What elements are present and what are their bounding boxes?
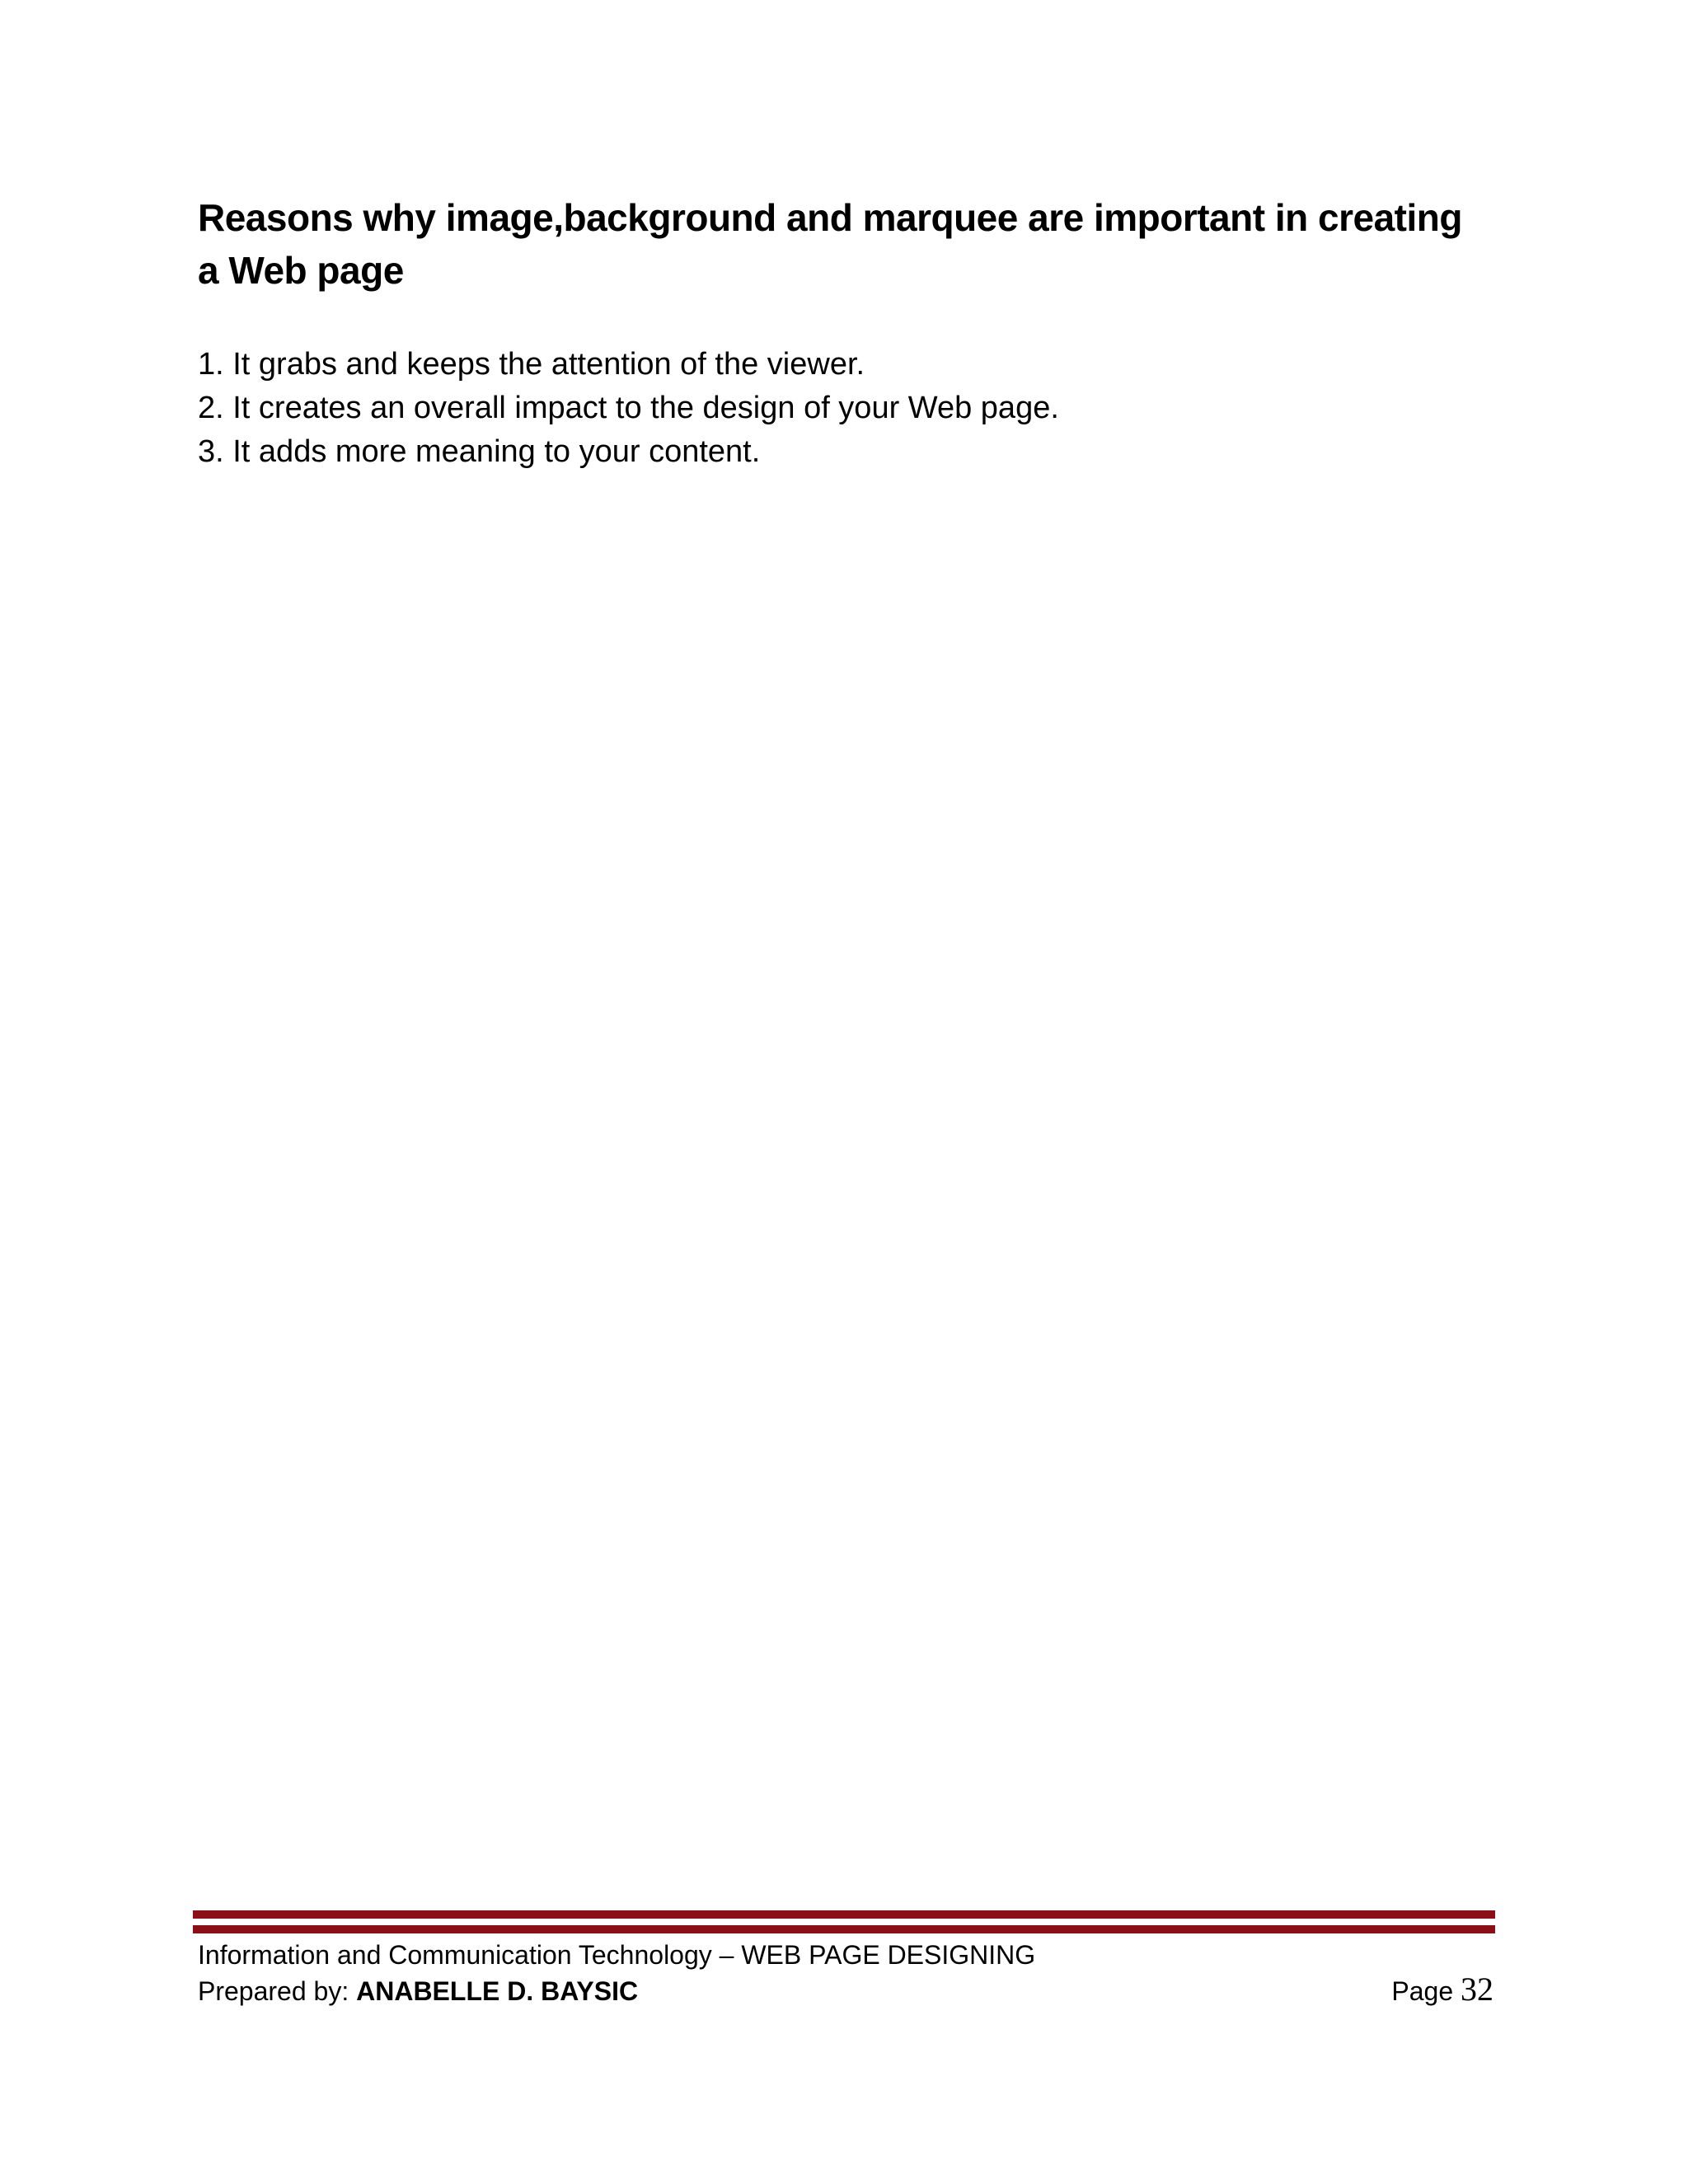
list-item: 2. It creates an overall impact to the design of your Web page.	[198, 391, 1059, 425]
list-item: 3. It adds more meaning to your content.	[198, 434, 761, 469]
footer-prepared-by	[198, 1975, 638, 2008]
footer-course-title: Information and Communication Technology – WEB PAGE DESIGNING	[198, 1940, 1036, 1970]
page-heading: Reasons why image,background and marquee are important in creating a Web page	[198, 196, 1462, 292]
prepared-by-label: Prepared by:	[198, 1976, 357, 2006]
page-label: Page	[1391, 1976, 1461, 2006]
list-item: 1. It grabs and keeps the attention of the viewer.	[198, 347, 865, 382]
footer-divider-top	[193, 1910, 1495, 1919]
page-number-value: 32	[1461, 1971, 1493, 2008]
author-name: ANABELLE D. BAYSIC	[356, 1976, 639, 2006]
reasons-list	[198, 343, 1059, 474]
page-number	[1391, 1971, 1493, 2009]
footer-divider-bottom	[193, 1925, 1495, 1933]
